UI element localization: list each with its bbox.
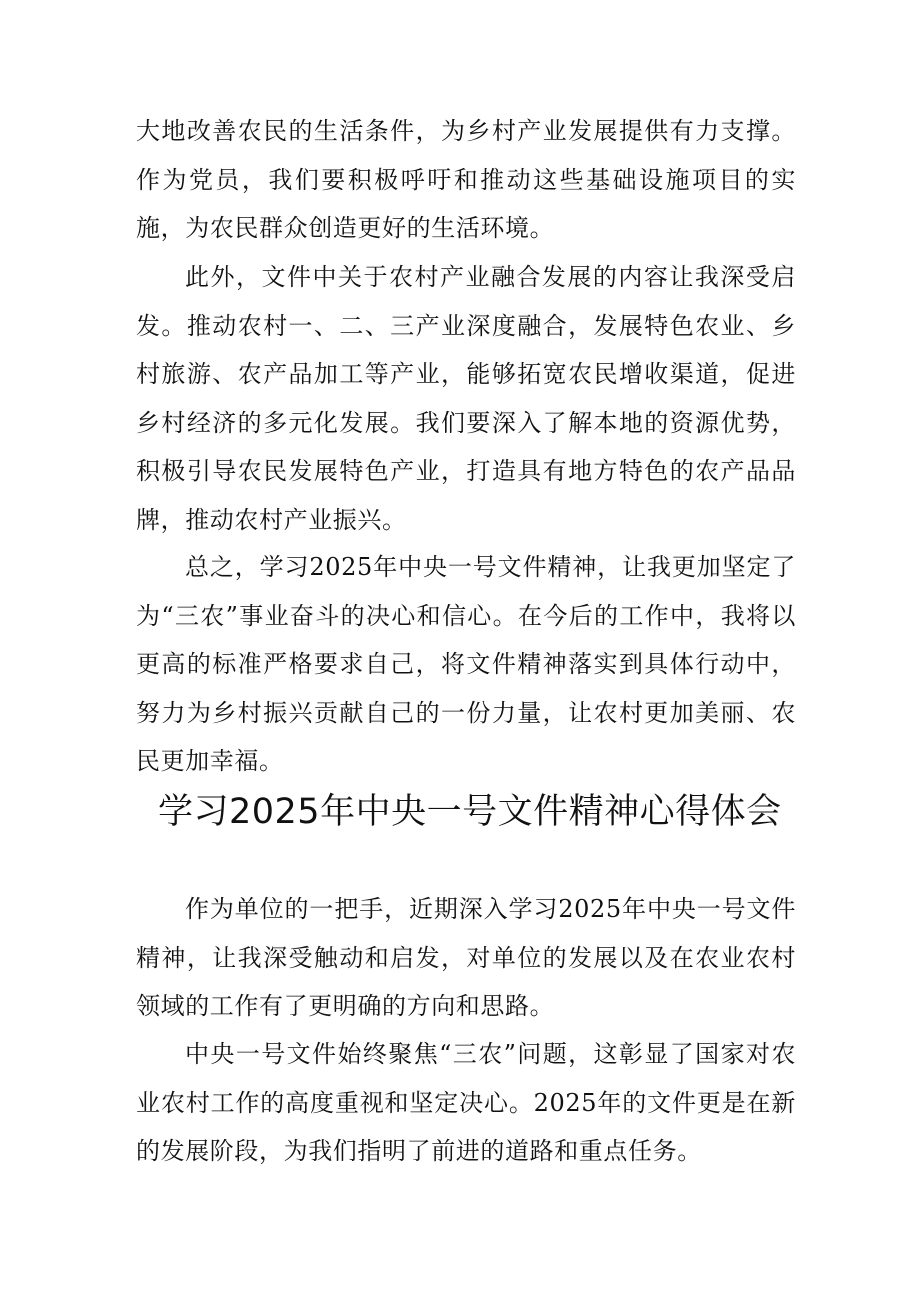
paragraph-intro: 作为单位的一把手，近期深入学习2025年中央一号文件精神，让我深受触动和启发，对单位的发展以及在农业农村领域的工作有了更明确的方向和思路。 bbox=[136, 895, 796, 1020]
paragraph-focus: 中央一号文件始终聚焦“三农”问题，这彰显了国家对农业农村工作的高度重视和坚定决心。2025年的文件更是在新的发展阶段，为我们指明了前进的道路和重点任务。 bbox=[136, 1040, 796, 1165]
paragraph-industry-integration: 此外，文件中关于农村产业融合发展的内容让我深受启发。推动农村一、二、三产业深度融合，发展特色农业、乡村旅游、农产品加工等产业，能够拓宽农民增收渠道，促进乡村经济的多元化发展。我们要深入了解本地的资源优势，积极引导农民发展特色产业，打造具有地方特色的农产品品牌，推动农村产业振兴。 bbox=[136, 263, 796, 534]
section-title: 学习2025年中央一号文件精神心得体会 bbox=[158, 792, 782, 832]
paragraph-conclusion: 总之，学习2025年中央一号文件精神，让我更加坚定了为“三农”事业奋斗的决心和信心。在今后的工作中，我将以更高的标准严格要求自己，将文件精神落实到具体行动中，努力为乡村振兴贡献自己的一份力量，让农村更加美丽、农民更加幸福。 bbox=[136, 553, 796, 775]
paragraph-continuation: 大地改善农民的生活条件，为乡村产业发展提供有力支撑。作为党员，我们要积极呼吁和推动这些基础设施项目的实施，为农民群众创造更好的生活环境。 bbox=[136, 117, 796, 242]
